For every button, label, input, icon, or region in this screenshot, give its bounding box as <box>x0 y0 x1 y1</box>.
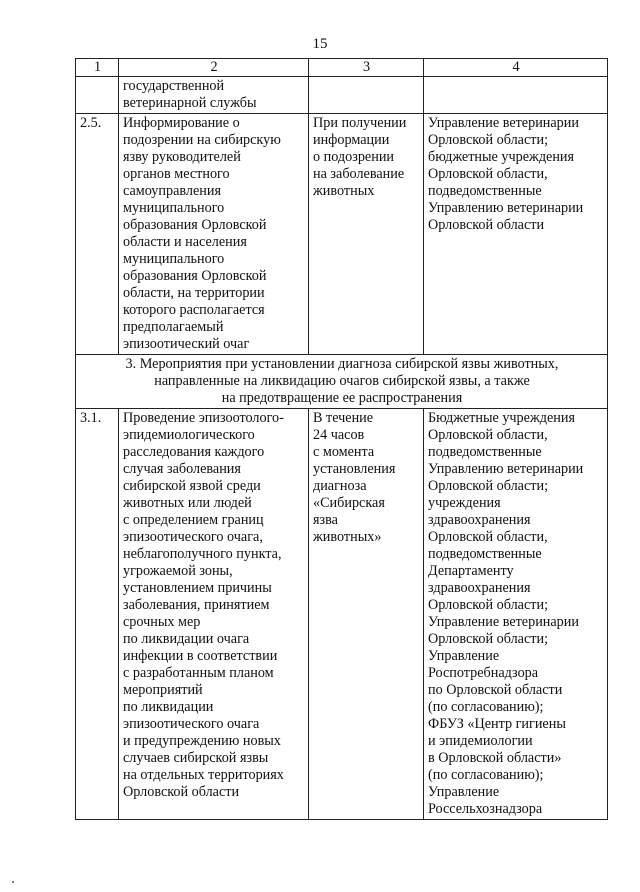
text-line: (по согласованию); <box>428 767 544 783</box>
header-row <box>76 59 608 77</box>
text-line: срочных мер <box>123 614 201 630</box>
text-line: Проведение эпизоотолого- <box>123 410 284 426</box>
text-line: Бюджетные учреждения <box>428 410 575 426</box>
text-line: установлением причины <box>123 580 272 596</box>
item-number: 3.1. <box>76 409 119 820</box>
text-line: язву руководителей <box>123 149 241 165</box>
text-line: области, на территории <box>123 285 265 301</box>
text-line: В течение <box>313 410 374 426</box>
text-line: (по согласованию); <box>428 699 544 715</box>
text-line: информации <box>313 132 390 148</box>
text-line: Управление ветеринарии <box>428 614 579 630</box>
text-line: Орловской области, <box>428 166 548 182</box>
text-line: здравоохранения <box>428 512 531 528</box>
text-line: Роспотребнадзора <box>428 665 539 681</box>
text-line: мероприятий <box>123 682 203 698</box>
text-line: по ликвидации очага <box>123 631 250 647</box>
text-line: подозрении на сибирскую <box>123 132 281 148</box>
text-line: Орловской области; <box>428 631 549 647</box>
section-heading-row <box>76 355 608 409</box>
text-line: и эпидемиологии <box>428 733 533 749</box>
deadline-cell <box>309 114 424 355</box>
table-row-3-1 <box>76 409 608 820</box>
text-line: Управление ветеринарии <box>428 115 579 131</box>
text-line: в Орловской области» <box>428 750 562 766</box>
text-line: Россельхознадзора <box>428 801 543 817</box>
text-line: неблагополучного пункта, <box>123 546 282 562</box>
text-line: с разработанным планом <box>123 665 274 681</box>
text-line: образования Орловской <box>123 217 267 233</box>
text-line: язва <box>313 512 338 528</box>
text-line: Орловской области <box>428 217 545 233</box>
text-line: государственной <box>123 78 225 94</box>
text-line: Орловской области; <box>428 478 549 494</box>
text-line: Управление <box>428 648 500 664</box>
text-line: Орловской области, <box>428 529 548 545</box>
measure-cell <box>119 409 309 820</box>
item-number: 2.5. <box>76 114 119 355</box>
text-line: Управлению ветеринарии <box>428 200 584 216</box>
text-line: 24 часов <box>313 427 365 443</box>
text-line: эпизоотический очаг <box>123 336 250 352</box>
text-line: Управление <box>428 784 500 800</box>
text-line: «Сибирская <box>313 495 385 511</box>
page-number: 15 <box>312 36 328 52</box>
text-line: Орловской области, <box>428 427 548 443</box>
column-header: 3 <box>309 59 424 77</box>
text-line: здравоохранения <box>428 580 531 596</box>
text-line: Орловской области; <box>428 132 549 148</box>
text-line: с момента <box>313 444 375 460</box>
deadline-cell <box>309 409 424 820</box>
text-line: с определением границ <box>123 512 264 528</box>
table-row-2-5 <box>76 114 608 355</box>
table-row-continuation <box>76 77 608 114</box>
responsible-cell <box>424 409 608 820</box>
text-line: подведомственные <box>428 444 542 460</box>
text-line: эпизоотического очага, <box>123 529 263 545</box>
text-line: животных или людей <box>123 495 252 511</box>
text-line: органов местного <box>123 166 230 182</box>
column-header: 2 <box>119 59 309 77</box>
text-line: установления <box>313 461 396 477</box>
text-line: 3. Мероприятия при установлении диагноза сибирской язвы животных, <box>125 356 559 372</box>
text-line: диагноза <box>313 478 367 494</box>
text-line: животных» <box>313 529 382 545</box>
text-line: самоуправления <box>123 183 221 199</box>
text-line: направленные на ликвидацию очагов сибирской язвы, а также <box>154 373 530 389</box>
text-line: муниципального <box>123 251 225 267</box>
text-line: При получении <box>313 115 407 131</box>
text-line: Департаменту <box>428 563 514 579</box>
text-line: случая заболевания <box>123 461 241 477</box>
text-line: на заболевание <box>313 166 405 182</box>
text-line: подведомственные <box>428 546 542 562</box>
measures-table <box>75 58 608 820</box>
section-heading <box>76 355 608 409</box>
text-line: случаев сибирской язвы <box>123 750 269 766</box>
column-header: 4 <box>424 59 608 77</box>
text-line: ФБУЗ «Центр гигиены <box>428 716 566 732</box>
responsible-cell <box>424 114 608 355</box>
text-line: по Орловской области <box>428 682 563 698</box>
text-line: учреждения <box>428 495 501 511</box>
text-line: Орловской области; <box>428 597 549 613</box>
text-line: животных <box>313 183 375 199</box>
text-line: угрожаемой зоны, <box>123 563 233 579</box>
text-line: эпизоотического очага <box>123 716 260 732</box>
text-line: которого располагается <box>123 302 265 318</box>
text-line: предполагаемый <box>123 319 224 335</box>
text-line: муниципального <box>123 200 225 216</box>
text-line: Орловской области <box>123 784 240 800</box>
text-line: ветеринарной службы <box>123 95 257 111</box>
text-line: о подозрении <box>313 149 395 165</box>
text-line: эпидемиологического <box>123 427 255 443</box>
text-line: Информирование о <box>123 115 240 131</box>
text-line: Управлению ветеринарии <box>428 461 584 477</box>
text-line: бюджетные учреждения <box>428 149 575 165</box>
measure-cell <box>119 114 309 355</box>
text-line: на предотвращение ее распространения <box>221 390 463 406</box>
text-line: образования Орловской <box>123 268 267 284</box>
text-line: области и населения <box>123 234 247 250</box>
continued-text-cell <box>119 77 309 114</box>
text-line: подведомственные <box>428 183 542 199</box>
text-line: на отдельных территориях <box>123 767 284 783</box>
text-line: по ликвидации <box>123 699 214 715</box>
text-line: расследования каждого <box>123 444 265 460</box>
text-line: заболевания, принятием <box>123 597 270 613</box>
text-line: сибирской язвой среди <box>123 478 261 494</box>
text-line: и предупреждению новых <box>123 733 281 749</box>
scan-speck <box>12 881 14 883</box>
text-line: инфекции в соответствии <box>123 648 278 664</box>
column-header: 1 <box>76 59 119 77</box>
